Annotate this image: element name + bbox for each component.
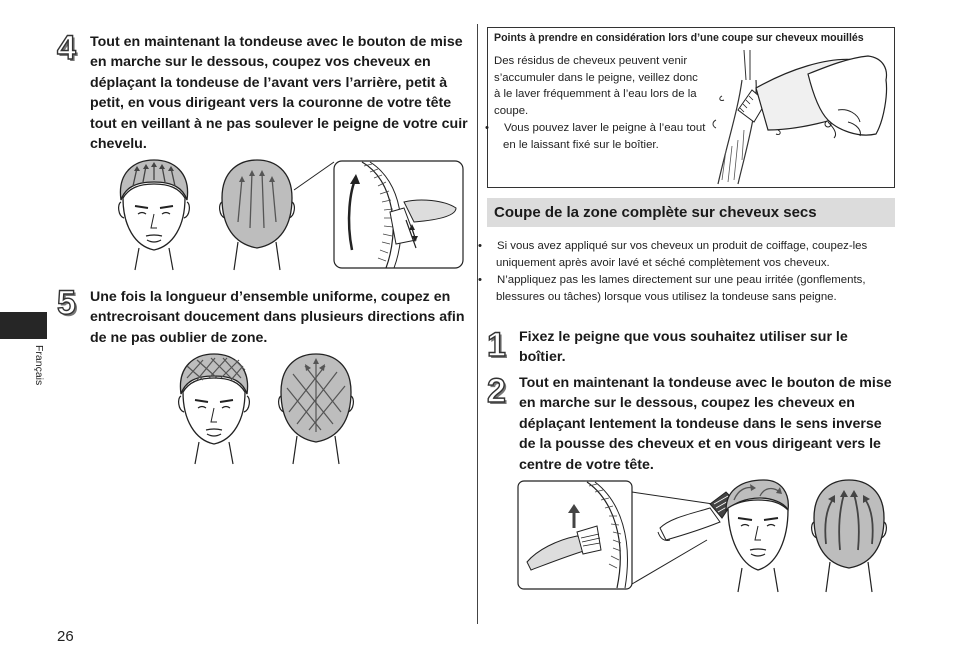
language-label: Français (33, 345, 45, 386)
bullet-marker: • (485, 122, 489, 134)
bullet-marker: • (478, 240, 482, 252)
info-box-bullet (485, 120, 713, 153)
note-text: N’appliquez pas les lames directement sur une peau irritée (gonflements, blessures ou tâches) lorsque vous utilisez la tondeuse sans peigne. (496, 274, 866, 303)
note-text: Si vous avez appliqué sur vos cheveux un produit de coiffage, coupez-les uniquement après avoir lavé et séché complètement vos cheveux. (496, 240, 868, 269)
note-item (478, 238, 892, 271)
step-1-number: 1 (487, 326, 506, 364)
note-item (478, 272, 892, 305)
step-5-number: 5 (57, 284, 76, 322)
column-divider (477, 24, 478, 624)
step-1-text: Fixez le peigne que vous souhaitez utiliser sur le boîtier. (519, 329, 848, 366)
clipper-on-head-illustration (630, 478, 790, 592)
clipper-on-scalp-callout (294, 160, 464, 270)
step-4-number: 4 (57, 29, 76, 67)
section-notes (478, 238, 892, 305)
language-tab-marker (0, 312, 47, 339)
front-head-arrows-illustration (113, 158, 195, 270)
info-box-bullet-text: Vous pouvez laver le peigne à l’eau tout en le laissant fixé sur le boîtier. (503, 122, 706, 151)
step-2-text: Tout en maintenant la tondeuse avec le bouton de mise en marche sur le dessous, coupez les cheveux en déplaçant lentement la tondeuse dans le sens inverse de la pousse des cheveux et en vous dirigeant vers le centre de votre tête. (519, 375, 892, 473)
info-box-title: Points à prendre en considération lors d’une coupe sur cheveux mouillés (494, 32, 864, 44)
step-2-number: 2 (487, 372, 506, 410)
step-4-text: Tout en maintenant la tondeuse avec le bouton de mise en marche sur le dessous, coupez vos cheveux en déplaçant la tondeuse de l’avant vers l’arrière, petit à petit, en vous dirigeant vers la couronne de votre tête tout en veillant à ne pas soulever le peigne de votre cuir chevelu. (90, 34, 468, 153)
step-5-text: Une fois la longueur d’ensemble uniforme, coupez en entrecroisant doucement dans plusieurs directions afin de ne pas oublier de zone. (90, 289, 465, 346)
section-heading: Coupe de la zone complète sur cheveux secs (494, 204, 817, 221)
back-head-crosshatch-illustration (275, 352, 357, 464)
info-box-text: Des résidus de cheveux peuvent venir s’accumuler dans le peigne, veillez donc à le laver fréquemment à l’eau lors de la coupe. (494, 55, 698, 117)
front-head-crosshatch-illustration (173, 352, 255, 464)
rinsing-comb-illustration (708, 50, 892, 184)
back-head-arrows-illustration (216, 158, 298, 270)
bullet-marker: • (478, 274, 482, 287)
page-number: 26 (57, 628, 74, 645)
back-head-upward-arrows-illustration (808, 478, 890, 592)
